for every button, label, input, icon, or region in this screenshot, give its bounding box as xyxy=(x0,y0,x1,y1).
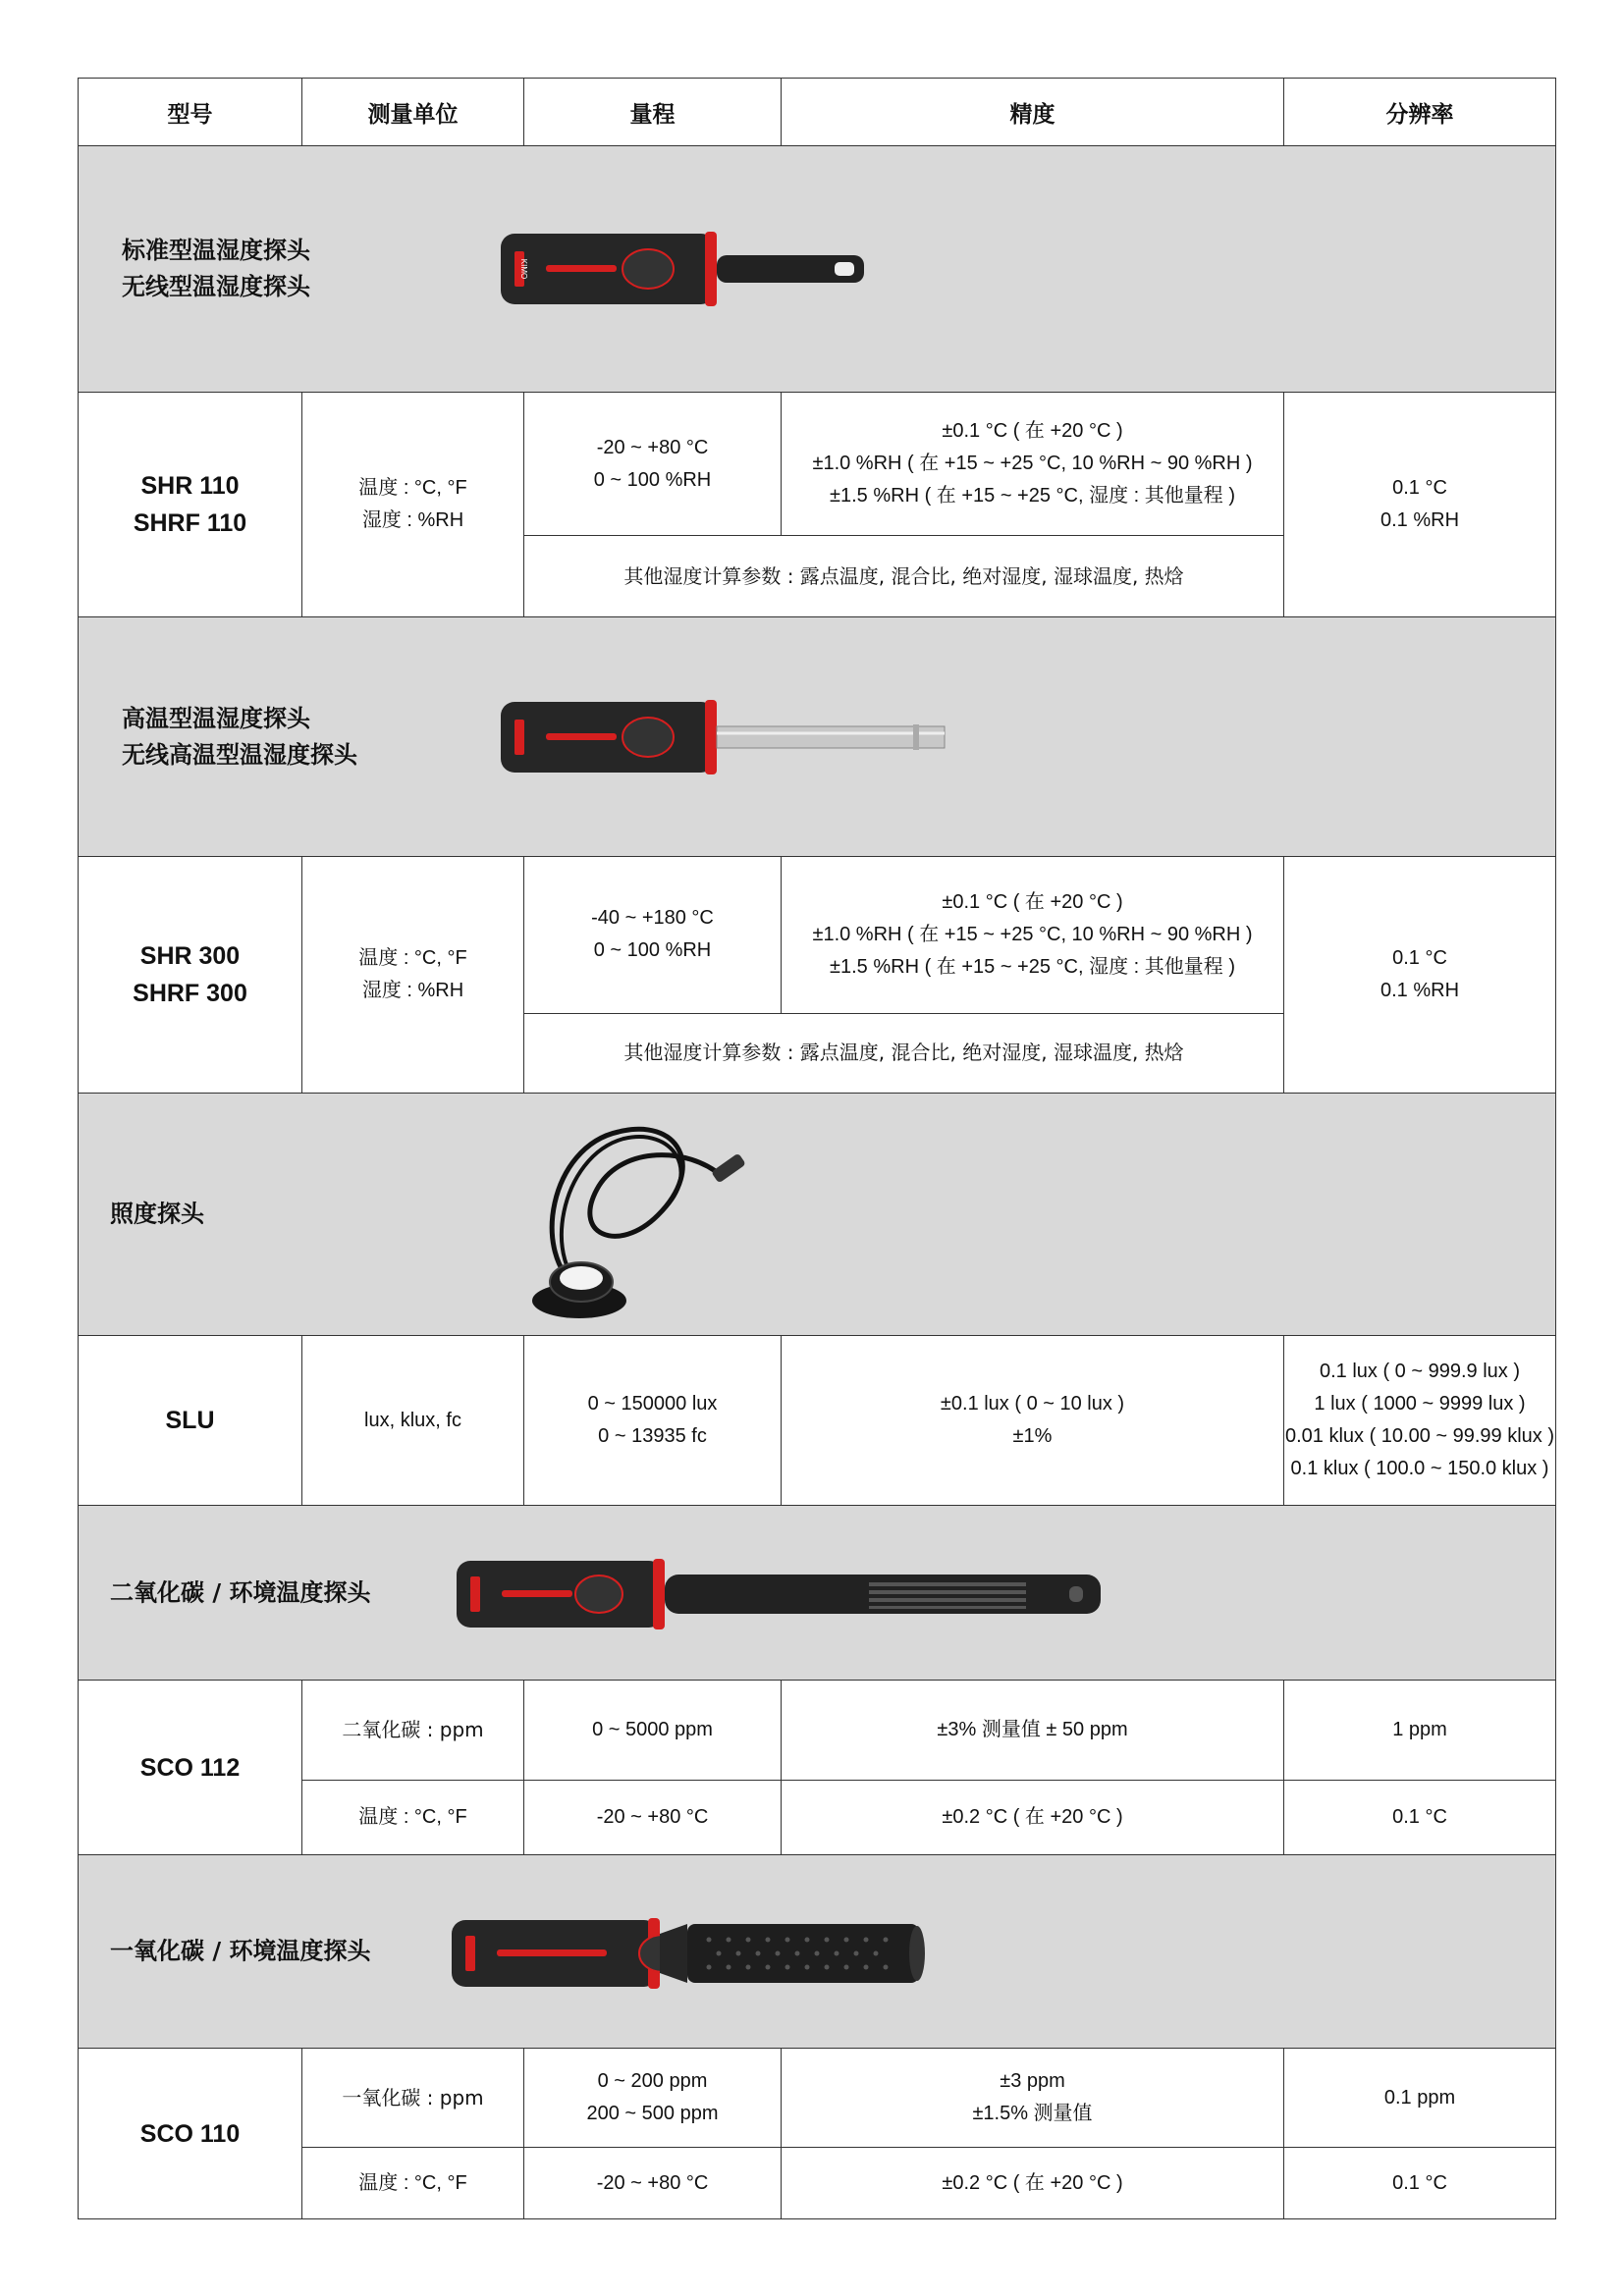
range-cell: 0 ~ 200 ppm 200 ~ 500 ppm xyxy=(524,2049,782,2148)
extra-params: 其他湿度计算参数 : 露点温度, 混合比, 绝对湿度, 湿球温度, 热焓 xyxy=(524,1013,1284,1093)
range-cell: 0 ~ 150000 lux 0 ~ 13935 fc xyxy=(524,1336,782,1506)
unit-cell: 一氧化碳 : ppm xyxy=(302,2049,524,2148)
header-row xyxy=(79,79,1556,146)
model-cell: SHR 300 SHRF 300 xyxy=(79,857,302,1094)
header-model: 型号 xyxy=(79,79,302,146)
section-band xyxy=(79,146,1556,393)
co2-probe-icon xyxy=(457,1557,1105,1631)
band-title: 二氧化碳 / 环境温度探头 xyxy=(110,1578,371,1606)
band-title: 高温型温湿度探头 xyxy=(122,704,310,732)
accuracy-cell: ±0.1 °C ( 在 +20 °C ) ±1.0 %RH ( 在 +15 ~ +25 °C, 10 %RH ~ 90 %RH ) ±1.5 %RH ( 在 +15 ~ +25 °C, 湿度 : 其他量程 ) xyxy=(782,393,1284,536)
section-band xyxy=(79,617,1556,857)
accuracy-cell: ±0.1 °C ( 在 +20 °C ) ±1.0 %RH ( 在 +15 ~ +25 °C, 10 %RH ~ 90 %RH ) ±1.5 %RH ( 在 +15 ~ +25 °C, 湿度 : 其他量程 ) xyxy=(782,857,1284,1014)
accuracy-cell: ±0.2 °C ( 在 +20 °C ) xyxy=(782,2148,1284,2219)
band-title: 照度探头 xyxy=(110,1200,204,1228)
unit-cell: 温度 : °C, °F xyxy=(302,1781,524,1855)
range-cell: -20 ~ +80 °C xyxy=(524,1781,782,1855)
header-accuracy: 精度 xyxy=(782,79,1284,146)
resolution-cell: 0.1 °C xyxy=(1284,1781,1556,1855)
resolution-cell: 0.1 °C 0.1 %RH xyxy=(1284,393,1556,617)
rh-probe-steel-icon xyxy=(501,698,952,776)
model-cell: SHR 110 SHRF 110 xyxy=(79,393,302,617)
header-range: 量程 xyxy=(524,79,782,146)
unit-cell: 温度 : °C, °F 湿度 : %RH xyxy=(302,857,524,1094)
band-title: 无线高温型温湿度探头 xyxy=(122,740,357,769)
table-row xyxy=(79,1336,1556,1506)
section-band xyxy=(79,1855,1556,2049)
range-cell: 0 ~ 5000 ppm xyxy=(524,1681,782,1781)
header-unit: 测量单位 xyxy=(302,79,524,146)
section-band xyxy=(79,1506,1556,1681)
resolution-cell: 0.1 °C xyxy=(1284,2148,1556,2219)
accuracy-cell: ±0.1 lux ( 0 ~ 10 lux ) ±1% xyxy=(782,1336,1284,1506)
light-sensor-icon xyxy=(511,1107,766,1328)
range-cell: -20 ~ +80 °C 0 ~ 100 %RH xyxy=(524,393,782,536)
band-title: 一氧化碳 / 环境温度探头 xyxy=(110,1937,371,1965)
accuracy-cell: ±3 ppm ±1.5% 测量值 xyxy=(782,2049,1284,2148)
header-resolution: 分辨率 xyxy=(1284,79,1556,146)
section-band xyxy=(79,1094,1556,1336)
unit-cell: lux, klux, fc xyxy=(302,1336,524,1506)
unit-cell: 温度 : °C, °F 湿度 : %RH xyxy=(302,393,524,617)
table-row xyxy=(79,393,1556,536)
table-row xyxy=(79,857,1556,1014)
extra-params: 其他湿度计算参数 : 露点温度, 混合比, 绝对湿度, 湿球温度, 热焓 xyxy=(524,536,1284,617)
spec-sheet xyxy=(78,78,1555,2219)
range-cell: -40 ~ +180 °C 0 ~ 100 %RH xyxy=(524,857,782,1014)
unit-cell: 二氧化碳 : ppm xyxy=(302,1681,524,1781)
brand-mark: KIMO xyxy=(519,258,528,280)
co-probe-icon xyxy=(452,1916,1001,1991)
resolution-cell: 0.1 ppm xyxy=(1284,2049,1556,2148)
range-cell: -20 ~ +80 °C xyxy=(524,2148,782,2219)
table-row xyxy=(79,2049,1556,2148)
spec-table xyxy=(78,78,1556,2219)
rh-probe-icon xyxy=(501,230,864,308)
model-cell: SCO 112 xyxy=(79,1681,302,1855)
accuracy-cell: ±3% 测量值 ± 50 ppm xyxy=(782,1681,1284,1781)
accuracy-cell: ±0.2 °C ( 在 +20 °C ) xyxy=(782,1781,1284,1855)
unit-cell: 温度 : °C, °F xyxy=(302,2148,524,2219)
resolution-cell: 1 ppm xyxy=(1284,1681,1556,1781)
model-cell: SCO 110 xyxy=(79,2049,302,2219)
table-row xyxy=(79,1681,1556,1781)
resolution-cell: 0.1 lux ( 0 ~ 999.9 lux ) 1 lux ( 1000 ~ 9999 lux ) 0.01 klux ( 10.00 ~ 99.99 klux ) 0.1 klux ( 100.0 ~ 150.0 klux ) xyxy=(1284,1336,1556,1506)
band-title: 标准型温湿度探头 xyxy=(122,237,310,264)
resolution-cell: 0.1 °C 0.1 %RH xyxy=(1284,857,1556,1094)
band-title: 无线型温湿度探头 xyxy=(122,273,310,300)
model-cell: SLU xyxy=(79,1336,302,1506)
